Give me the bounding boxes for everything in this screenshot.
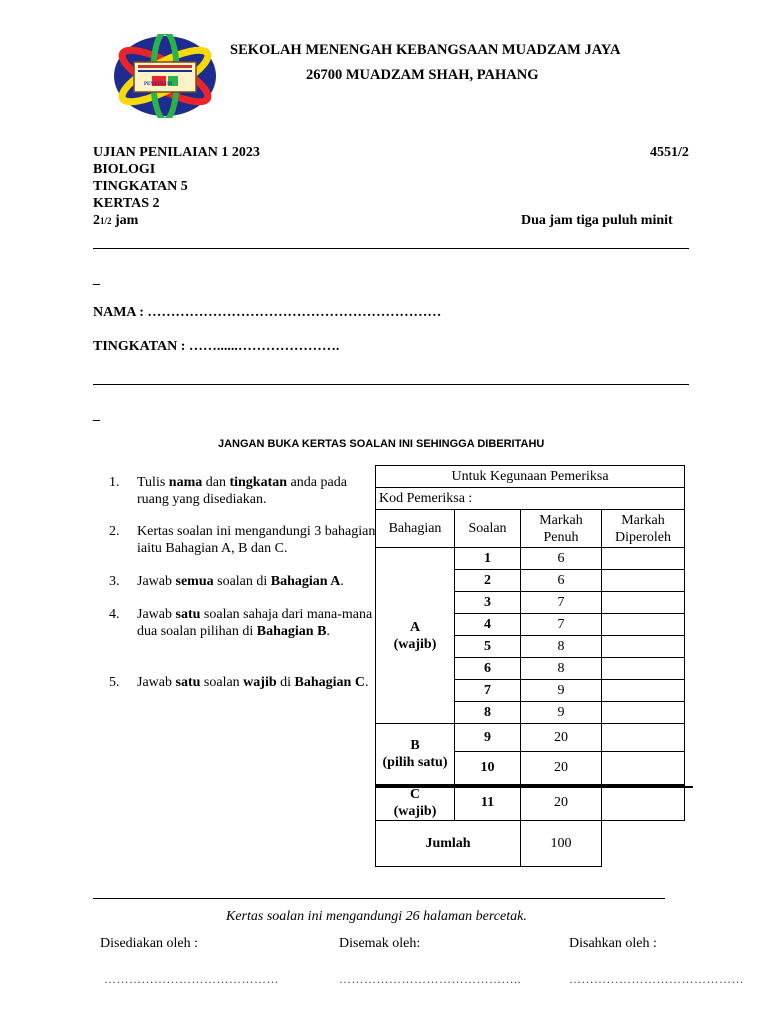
instruction-number: 2. — [109, 524, 120, 539]
full-mark: 6 — [521, 570, 602, 592]
full-mark: 9 — [521, 680, 602, 702]
question-number: 2 — [455, 570, 521, 592]
full-mark: 6 — [521, 548, 602, 570]
instruction-number: 5. — [109, 675, 120, 690]
instruction-text: Jawab semua soalan di Bahagian A. — [137, 574, 344, 589]
exam-subject: BIOLOGI — [93, 162, 156, 177]
question-number: 9 — [455, 724, 521, 752]
full-mark: 20 — [521, 752, 602, 785]
checked-by-signature-line[interactable]: …………………………………….. — [339, 972, 521, 986]
full-mark: 8 — [521, 658, 602, 680]
obtained-mark-cell[interactable] — [602, 636, 685, 658]
table-row — [376, 785, 685, 821]
obtained-mark-cell[interactable] — [602, 658, 685, 680]
question-number: 5 — [455, 636, 521, 658]
obtained-mark-cell[interactable] — [602, 548, 685, 570]
table-section-c-line — [375, 786, 693, 788]
section-a-cell: A (wajib) — [376, 548, 455, 724]
table-examiner-row — [376, 488, 685, 510]
duration-unit: jam — [111, 213, 139, 228]
exam-paper: KERTAS 2 — [93, 196, 160, 211]
full-mark: 20 — [521, 785, 602, 821]
warning-text: JANGAN BUKA KERTAS SOALAN INI SEHINGGA DIBERITAHU — [218, 438, 545, 450]
prepared-by-label: Disediakan oleh : — [100, 936, 198, 951]
full-mark: 9 — [521, 702, 602, 724]
instruction-number: 4. — [109, 607, 120, 622]
instruction-text: Jawab satu soalan wajib di Bahagian C. — [137, 675, 369, 690]
page-count-note: Kertas soalan ini mengandungi 26 halaman bercetak. — [226, 909, 527, 924]
prepared-by-signature-line[interactable]: …………………………………… — [104, 972, 279, 986]
question-number: 4 — [455, 614, 521, 636]
header-bahagian: Bahagian — [376, 510, 455, 548]
student-form-field: TINGKATAN : ……......…………………. — [93, 339, 340, 354]
instruction-number: 3. — [109, 574, 120, 589]
instruction-item — [109, 523, 377, 557]
instruction-number: 1. — [109, 475, 120, 490]
obtained-mark-cell[interactable] — [602, 680, 685, 702]
full-mark: 8 — [521, 636, 602, 658]
obtained-mark-cell[interactable] — [602, 752, 685, 785]
obtained-mark-cell[interactable] — [602, 614, 685, 636]
question-number: 1 — [455, 548, 521, 570]
total-blank-cell — [602, 821, 685, 867]
approved-by-label: Disahkan oleh : — [569, 936, 657, 951]
instruction-item — [109, 606, 377, 657]
exam-duration — [93, 212, 138, 230]
instruction-item — [109, 573, 377, 590]
header-soalan: Soalan — [455, 510, 521, 548]
student-name-field: NAMA : ……………………………………………………… — [93, 305, 442, 320]
table-title-row — [376, 466, 685, 488]
divider-tail-1: _ — [93, 272, 100, 287]
instruction-text: Jawab satu soalan sahaja dari mana-mana dua soalan pilihan di Bahagian B. — [137, 607, 373, 639]
question-number: 8 — [455, 702, 521, 724]
instruction-text: Tulis nama dan tingkatan anda pada ruang yang disediakan. — [137, 475, 347, 507]
divider-line-2 — [93, 384, 689, 385]
exam-form: TINGKATAN 5 — [93, 179, 188, 194]
table-row — [376, 548, 685, 570]
instruction-text: Kertas soalan ini mengandungi 3 bahagian iaitu Bahagian A, B dan C. — [137, 524, 376, 556]
full-mark: 7 — [521, 614, 602, 636]
obtained-mark-cell[interactable] — [602, 592, 685, 614]
table-header-row — [376, 510, 685, 548]
checked-by-label: Disemak oleh: — [339, 936, 421, 951]
question-number: 7 — [455, 680, 521, 702]
instructions-list — [109, 474, 377, 714]
question-number: 10 — [455, 752, 521, 785]
section-b-cell: B (pilih satu) — [376, 724, 455, 785]
logo-caption: PENYULUH — [144, 82, 173, 87]
school-address: 26700 MUADZAM SHAH, PAHANG — [306, 67, 539, 83]
divider-tail-2: _ — [93, 408, 100, 423]
school-name: SEKOLAH MENENGAH KEBANGSAAN MUADZAM JAYA — [230, 42, 621, 58]
section-c-cell: C (wajib) — [376, 785, 455, 821]
full-mark: 20 — [521, 724, 602, 752]
exam-duration-words: Dua jam tiga puluh minit — [521, 213, 673, 228]
instruction-item — [109, 674, 377, 708]
table-total-row — [376, 821, 685, 867]
total-value: 100 — [521, 821, 602, 867]
approved-by-signature-line[interactable]: …………………………………… — [569, 972, 744, 986]
footer-divider — [93, 898, 665, 899]
obtained-mark-cell[interactable] — [602, 570, 685, 592]
obtained-mark-cell[interactable] — [602, 702, 685, 724]
total-label: Jumlah — [376, 821, 521, 867]
question-number: 11 — [455, 785, 521, 821]
obtained-mark-cell[interactable] — [602, 724, 685, 752]
exam-title: UJIAN PENILAIAN 1 2023 — [93, 145, 260, 160]
examiner-code-label: Kod Pemeriksa : — [376, 488, 685, 510]
table-title: Untuk Kegunaan Pemeriksa — [376, 466, 685, 488]
full-mark: 7 — [521, 592, 602, 614]
examiner-table — [375, 465, 685, 867]
school-logo — [112, 34, 218, 118]
duration-main: 2 — [93, 213, 100, 228]
divider-line-1 — [93, 248, 689, 249]
table-row — [376, 724, 685, 752]
question-number: 3 — [455, 592, 521, 614]
question-number: 6 — [455, 658, 521, 680]
instruction-item — [109, 474, 377, 508]
obtained-mark-cell[interactable] — [602, 785, 685, 821]
header-markah-diperoleh: Markah Diperoleh — [602, 510, 685, 548]
duration-fraction: 1/2 — [100, 216, 112, 226]
header-markah-penuh: Markah Penuh — [521, 510, 602, 548]
exam-code: 4551/2 — [650, 145, 689, 160]
